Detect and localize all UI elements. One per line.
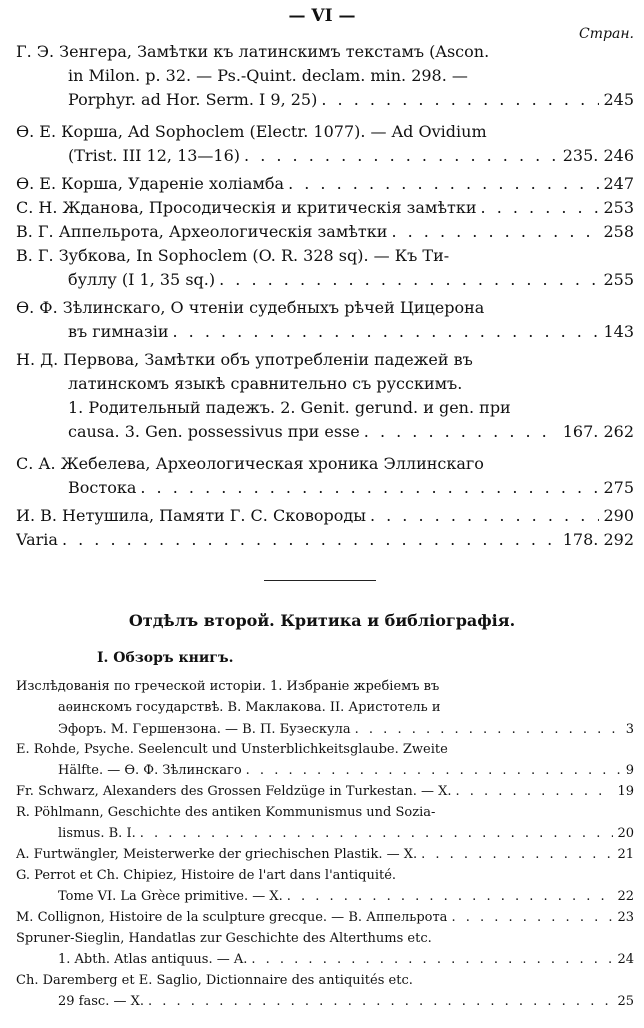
toc-entry	[16, 738, 634, 781]
dot-leader	[481, 196, 600, 220]
entry-text: causa. 3. Gen. possessivus при esse	[68, 422, 360, 441]
toc-entry	[16, 348, 634, 444]
toc-line	[16, 348, 634, 372]
dot-leader	[246, 760, 622, 781]
page-ref: 21	[617, 846, 634, 862]
entry-text: 1. Abth. Atlas antiquus. — A.	[58, 952, 248, 967]
page-ref: 143	[603, 322, 634, 341]
toc-line	[16, 528, 634, 552]
toc-entry	[16, 906, 634, 928]
toc-line	[16, 991, 634, 1013]
toc-entry	[16, 801, 634, 844]
dot-leader	[364, 420, 559, 444]
toc-entry	[16, 864, 634, 907]
entry-text: lismus. B. I.	[58, 826, 136, 841]
dot-leader	[140, 823, 614, 844]
entry-text: Fr. Schwarz, Alexanders des Grossen Feldzüge in Turkestan. — X.	[16, 783, 452, 799]
entry-text: Востока	[68, 478, 137, 497]
entry-text: Tome VI. La Grèce primitive. — X.	[58, 889, 283, 904]
entry-text: аѳинскомъ государствѣ. В. Маклакова. II. Аристотель и	[58, 700, 441, 715]
entry-text: Ѳ. Е. Корша, Ad Sophoclem (Electr. 1077). — Ad Ovidium	[16, 122, 487, 141]
toc-entry	[16, 452, 634, 500]
toc-line	[16, 823, 634, 845]
page-ref: 235. 246	[562, 146, 634, 165]
toc-line	[16, 476, 634, 500]
dot-leader	[148, 991, 613, 1012]
section-divider	[264, 580, 376, 581]
toc-line	[16, 120, 634, 144]
entry-text: В. Г. Зубкова, In Sophoclem (O. R. 328 sq). — Къ Ти-	[16, 246, 450, 265]
toc-entry	[16, 969, 634, 1012]
toc-line	[16, 780, 634, 802]
section-title: Отдѣлъ второй. Критика и библіографія.	[128, 611, 516, 630]
toc-entry	[16, 675, 634, 740]
toc-entry	[16, 220, 634, 244]
entry-text: С. А. Жебелева, Археологическая хроника Эллинскаго	[16, 454, 484, 473]
toc-line	[16, 949, 634, 971]
entry-text: въ гимназіи	[68, 322, 169, 341]
dot-leader	[287, 886, 614, 907]
dot-leader	[251, 949, 613, 970]
page-ref: 178. 292	[562, 530, 634, 549]
entry-text: 1. Родительный падежъ. 2. Genit. gerund. и gen. при	[68, 398, 511, 417]
entry-text: R. Pöhlmann, Geschichte des antiken Kommunismus und Sozia-	[16, 804, 436, 820]
entry-text: С. Н. Жданова, Просодическія и критическія замѣтки	[16, 198, 477, 217]
dot-leader	[62, 528, 559, 552]
entry-text: A. Furtwängler, Meisterwerke der griechischen Plastik. — X.	[16, 846, 418, 862]
toc-entry	[16, 528, 634, 552]
entry-text: Изслѣдованія по греческой исторіи. 1. Избраніе жребіемъ въ	[16, 678, 440, 694]
entry-text: Ѳ. Ф. Зѣлинскаго, О чтеніи судебныхъ рѣчей Цицерона	[16, 298, 485, 317]
dot-leader	[391, 220, 599, 244]
dot-leader	[421, 844, 613, 865]
toc-line	[16, 843, 634, 865]
toc-line	[16, 760, 634, 782]
dot-leader	[451, 907, 613, 928]
toc-entry	[16, 927, 634, 970]
toc-line	[16, 244, 634, 268]
page-ref: 247	[603, 174, 634, 193]
entry-text: 29 fasc. — X.	[58, 994, 144, 1009]
toc-entry	[16, 296, 634, 344]
entry-text: В. Г. Аппельрота, Археологическія замѣтки	[16, 222, 388, 241]
toc-line	[16, 296, 634, 320]
entry-text: И. В. Нетушила, Памяти Г. С. Сковороды	[16, 506, 366, 525]
toc-line	[16, 172, 634, 196]
entry-text: Эфоръ. М. Гершензона. — В. П. Бузескула	[58, 721, 351, 737]
page-ref: 24	[617, 952, 634, 967]
toc-line	[16, 268, 634, 292]
page-ref: 290	[603, 506, 634, 525]
toc-line	[16, 738, 634, 760]
toc-line	[16, 196, 634, 220]
toc-entry	[16, 172, 634, 196]
page-ref: 245	[603, 90, 634, 109]
dot-leader	[370, 504, 600, 528]
entry-text: буллу (I 1, 35 sq.)	[68, 270, 216, 289]
toc-line	[16, 675, 634, 697]
page-ref: 19	[617, 783, 634, 799]
entry-text: Spruner-Sieglin, Handatlas zur Geschichte des Alterthums etc.	[16, 930, 432, 946]
toc-line	[16, 886, 634, 908]
toc-entry	[16, 120, 634, 168]
toc-line	[16, 220, 634, 244]
dot-leader	[140, 476, 599, 500]
entry-text: Ѳ. Е. Корша, Удареніе холіамба	[16, 174, 285, 193]
entry-text: Н. Д. Первова, Замѣтки объ употребленіи падежей въ	[16, 350, 473, 369]
toc-line	[16, 504, 634, 528]
page-ref: 9	[625, 763, 634, 778]
page-ref: 3	[625, 721, 634, 737]
entry-text: G. Perrot et Ch. Chipiez, Histoire de l'art dans l'antiquité.	[16, 867, 397, 883]
dot-leader	[244, 144, 559, 168]
entry-text: E. Rohde, Psyche. Seelencult und Unsterblichkeitsglaube. Zweite	[16, 741, 448, 757]
toc-line	[16, 801, 634, 823]
page-ref: 20	[617, 826, 634, 841]
toc-line	[16, 64, 634, 88]
dot-leader	[456, 781, 614, 802]
toc-line	[16, 40, 634, 64]
page-ref: 167. 262	[562, 422, 634, 441]
toc-line	[16, 718, 634, 740]
toc-line	[16, 320, 634, 344]
entry-text: Hälfte. — Ѳ. Ф. Зѣлинскаго	[58, 763, 242, 778]
dot-leader	[355, 719, 622, 740]
toc-entry	[16, 196, 634, 220]
toc-entry	[16, 40, 634, 112]
page-ref: 275	[603, 478, 634, 497]
toc-line	[16, 697, 634, 719]
entry-text: in Milon. p. 32. — Ps.-Quint. declam. min. 298. —	[68, 66, 468, 85]
entry-text: Porphyr. ad Hor. Serm. I 9, 25)	[68, 90, 318, 109]
toc-line	[16, 396, 634, 420]
entry-text: Г. Э. Зенгера, Замѣтки къ латинскимъ текстамъ (Ascon.	[16, 42, 490, 61]
entry-text: Varia	[16, 530, 58, 549]
toc-line	[16, 906, 634, 928]
page-number: — VI —	[288, 6, 356, 26]
dot-leader	[172, 320, 599, 344]
toc-line	[16, 927, 634, 949]
dot-leader	[288, 172, 599, 196]
dot-leader	[219, 268, 599, 292]
toc-line	[16, 864, 634, 886]
page-ref: 255	[603, 270, 634, 289]
toc-line	[16, 969, 634, 991]
column-label: Стран.	[579, 26, 634, 42]
toc-line	[16, 420, 634, 444]
subsection-title: I. Обзоръ книгъ.	[97, 650, 234, 666]
page-ref: 23	[617, 909, 634, 925]
entry-text: (Trist. III 12, 13—16)	[68, 146, 241, 165]
page-ref: 253	[603, 198, 634, 217]
page-ref: 22	[617, 889, 634, 904]
entry-text: M. Collignon, Histoire de la sculpture grecque. — В. Аппельрота	[16, 909, 448, 925]
dot-leader	[321, 88, 599, 112]
page-ref: 25	[617, 994, 634, 1009]
entry-text: Ch. Daremberg et E. Saglio, Dictionnaire des antiquités etc.	[16, 972, 413, 988]
toc-line	[16, 144, 634, 168]
toc-line	[16, 452, 634, 476]
toc-entry	[16, 504, 634, 528]
toc-line	[16, 372, 634, 396]
toc-line	[16, 88, 634, 112]
page-ref: 258	[603, 222, 634, 241]
toc-entry	[16, 843, 634, 865]
toc-entry	[16, 244, 634, 292]
toc-entry	[16, 780, 634, 802]
entry-text: латинскомъ языкѣ сравнительно съ русскимъ.	[68, 374, 463, 393]
